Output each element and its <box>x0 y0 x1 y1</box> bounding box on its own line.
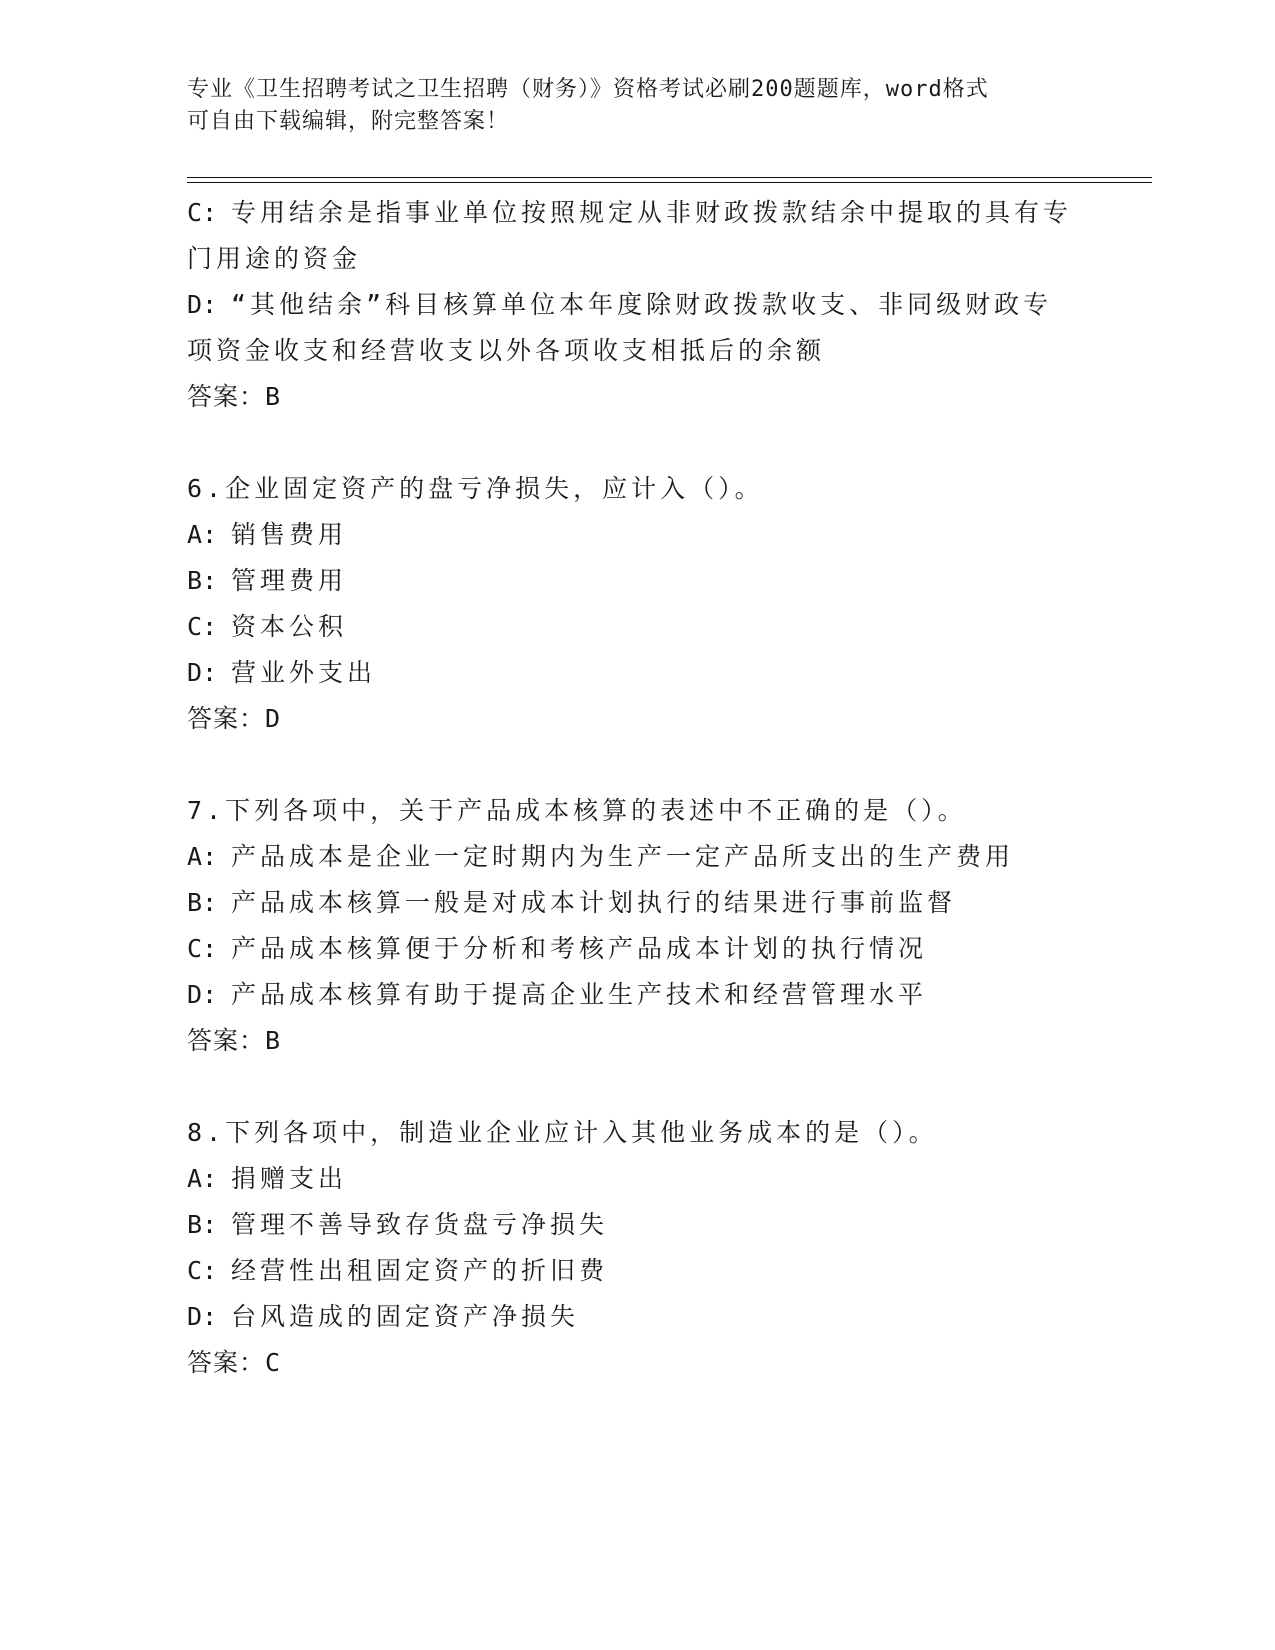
option-d <box>187 282 1087 328</box>
answer-value: B <box>265 382 282 411</box>
option-text: “其他结余”科目核算单位本年度除财政拨款收支、非同级财政专 <box>231 290 1053 319</box>
option-c <box>187 1248 1087 1294</box>
option-d <box>187 1294 1087 1340</box>
option-text: 销售费用 <box>231 520 348 549</box>
option-c <box>187 604 1087 650</box>
answer-value: C <box>265 1348 282 1377</box>
page-header <box>187 74 1067 138</box>
option-letter: C: <box>187 198 218 227</box>
option-text: 经营性出租固定资产的折旧费 <box>231 1256 609 1285</box>
option-letter: C: <box>187 612 218 641</box>
option-text-continuation: 项资金收支和经营收支以外各项收支相抵后的余额 <box>187 336 826 365</box>
option-text-continuation: 门用途的资金 <box>187 244 362 273</box>
option-b <box>187 558 1087 604</box>
answer-line <box>187 1340 1087 1386</box>
option-d <box>187 972 1087 1018</box>
option-b <box>187 1202 1087 1248</box>
answer-label: 答案： <box>187 1348 266 1377</box>
option-letter: B: <box>187 566 218 595</box>
option-text: 管理不善导致存货盘亏净损失 <box>231 1210 609 1239</box>
header-line-2: 可自由下载编辑，附完整答案！ <box>187 109 510 134</box>
option-c <box>187 926 1087 972</box>
option-text: 专用结余是指事业单位按照规定从非财政拨款结余中提取的具有专 <box>231 198 1073 227</box>
option-letter: C: <box>187 934 218 963</box>
spacer <box>187 1064 1087 1110</box>
option-text: 管理费用 <box>231 566 348 595</box>
answer-label: 答案： <box>187 382 266 411</box>
option-letter: A: <box>187 520 218 549</box>
option-letter: D: <box>187 658 218 687</box>
answer-line <box>187 1018 1087 1064</box>
option-letter: A: <box>187 842 218 871</box>
question-8 <box>187 1110 1087 1386</box>
spacer <box>187 742 1087 788</box>
option-text: 资本公积 <box>231 612 348 641</box>
option-d <box>187 650 1087 696</box>
option-a <box>187 1156 1087 1202</box>
option-text: 产品成本是企业一定时期内为生产一定产品所支出的生产费用 <box>231 842 1015 871</box>
option-text: 台风造成的固定资产净损失 <box>231 1302 580 1331</box>
question-stem: 8.下列各项中，制造业企业应计入其他业务成本的是（）。 <box>187 1118 938 1147</box>
option-text: 捐赠支出 <box>231 1164 348 1193</box>
answer-line <box>187 374 1087 420</box>
question-7 <box>187 788 1087 1064</box>
spacer <box>187 420 1087 466</box>
option-c <box>187 190 1087 236</box>
question-6 <box>187 466 1087 742</box>
answer-value: B <box>265 1026 282 1055</box>
answer-label: 答案： <box>187 704 266 733</box>
answer-value: D <box>265 704 282 733</box>
option-letter: A: <box>187 1164 218 1193</box>
header-line-1: 专业《卫生招聘考试之卫生招聘（财务）》资格考试必刷200题题库，word格式 <box>187 77 989 102</box>
option-a <box>187 834 1087 880</box>
option-letter: C: <box>187 1256 218 1285</box>
option-letter: D: <box>187 1302 218 1331</box>
option-letter: D: <box>187 290 218 319</box>
option-text: 产品成本核算一般是对成本计划执行的结果进行事前监督 <box>231 888 957 917</box>
option-text: 营业外支出 <box>231 658 377 687</box>
answer-line <box>187 696 1087 742</box>
answer-label: 答案： <box>187 1026 266 1055</box>
option-text: 产品成本核算有助于提高企业生产技术和经营管理水平 <box>231 980 928 1009</box>
option-b <box>187 880 1087 926</box>
option-letter: B: <box>187 1210 218 1239</box>
question-stem: 7.下列各项中，关于产品成本核算的表述中不正确的是（）。 <box>187 796 967 825</box>
option-letter: D: <box>187 980 218 1009</box>
option-a <box>187 512 1087 558</box>
header-double-rule <box>187 177 1152 183</box>
option-letter: B: <box>187 888 218 917</box>
question-5-continued <box>187 190 1087 420</box>
question-stem: 6.企业固定资产的盘亏净损失，应计入（）。 <box>187 474 764 503</box>
option-text: 产品成本核算便于分析和考核产品成本计划的执行情况 <box>231 934 928 963</box>
document-body <box>187 190 1087 1386</box>
